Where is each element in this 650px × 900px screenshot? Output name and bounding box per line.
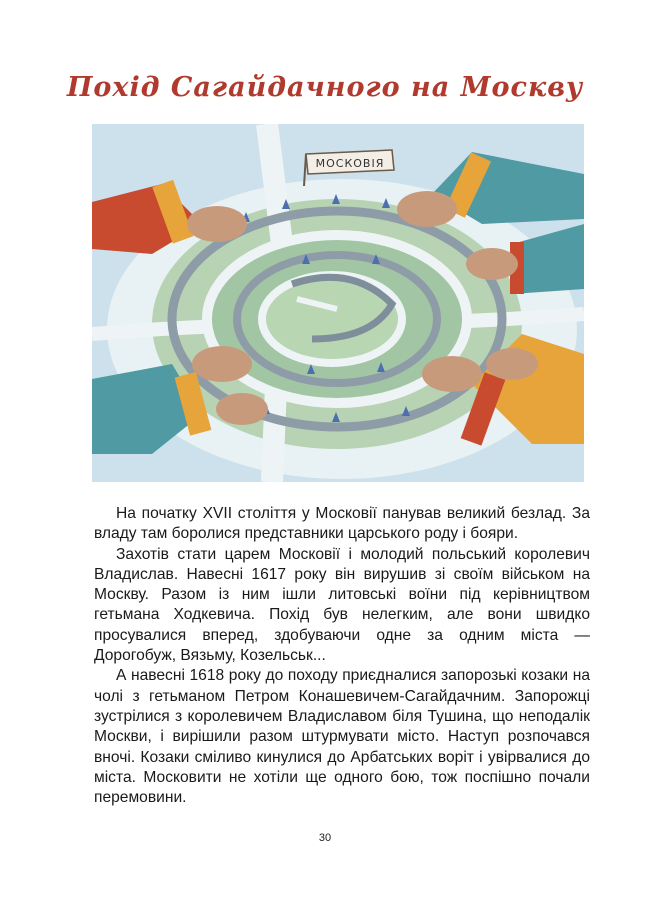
body-text xyxy=(94,504,590,808)
paragraph-1: На початку XVII століття у Московії панував великий безлад. За владу там боролися представники царського роду і бояри. xyxy=(94,505,590,543)
paragraph-3: А навесні 1618 року до походу приєдналися запорозькі козаки на чолі з гетьманом Петром Конашевичем-Сагайдачним. Запорожці зустрілися з королевичем Владиславом біля Тушина, що неподалік Москви, і вирішили разом штурмувати місто. Наступ розпочався вночі. Козаки сміливо кинулися до Арбатських воріт і увірвалися до міста. Московити не хотіли ще одного бою, тож поспішно почали перемовини. xyxy=(94,667,590,807)
map-sign-label: МОСКОВІЯ xyxy=(315,157,385,170)
paragraph-2: Захотів стати царем Московії і молодий польський королевич Владислав. Навесні 1617 року він вирушив зі своїм військом на Москву. Разом із ним ішли литовські воїни під керівництвом гетьмана Ходкевича. Похід був нелегким, але вони швидко просувалися вперед, здобуваючи одне за одним міста — Дорогобуж, Вязьму, Козельськ... xyxy=(94,545,590,665)
moscow-siege-illustration xyxy=(92,124,584,482)
page-number: 30 xyxy=(318,832,332,844)
page-title: Похід Сагайдачного на Москву xyxy=(66,72,584,103)
